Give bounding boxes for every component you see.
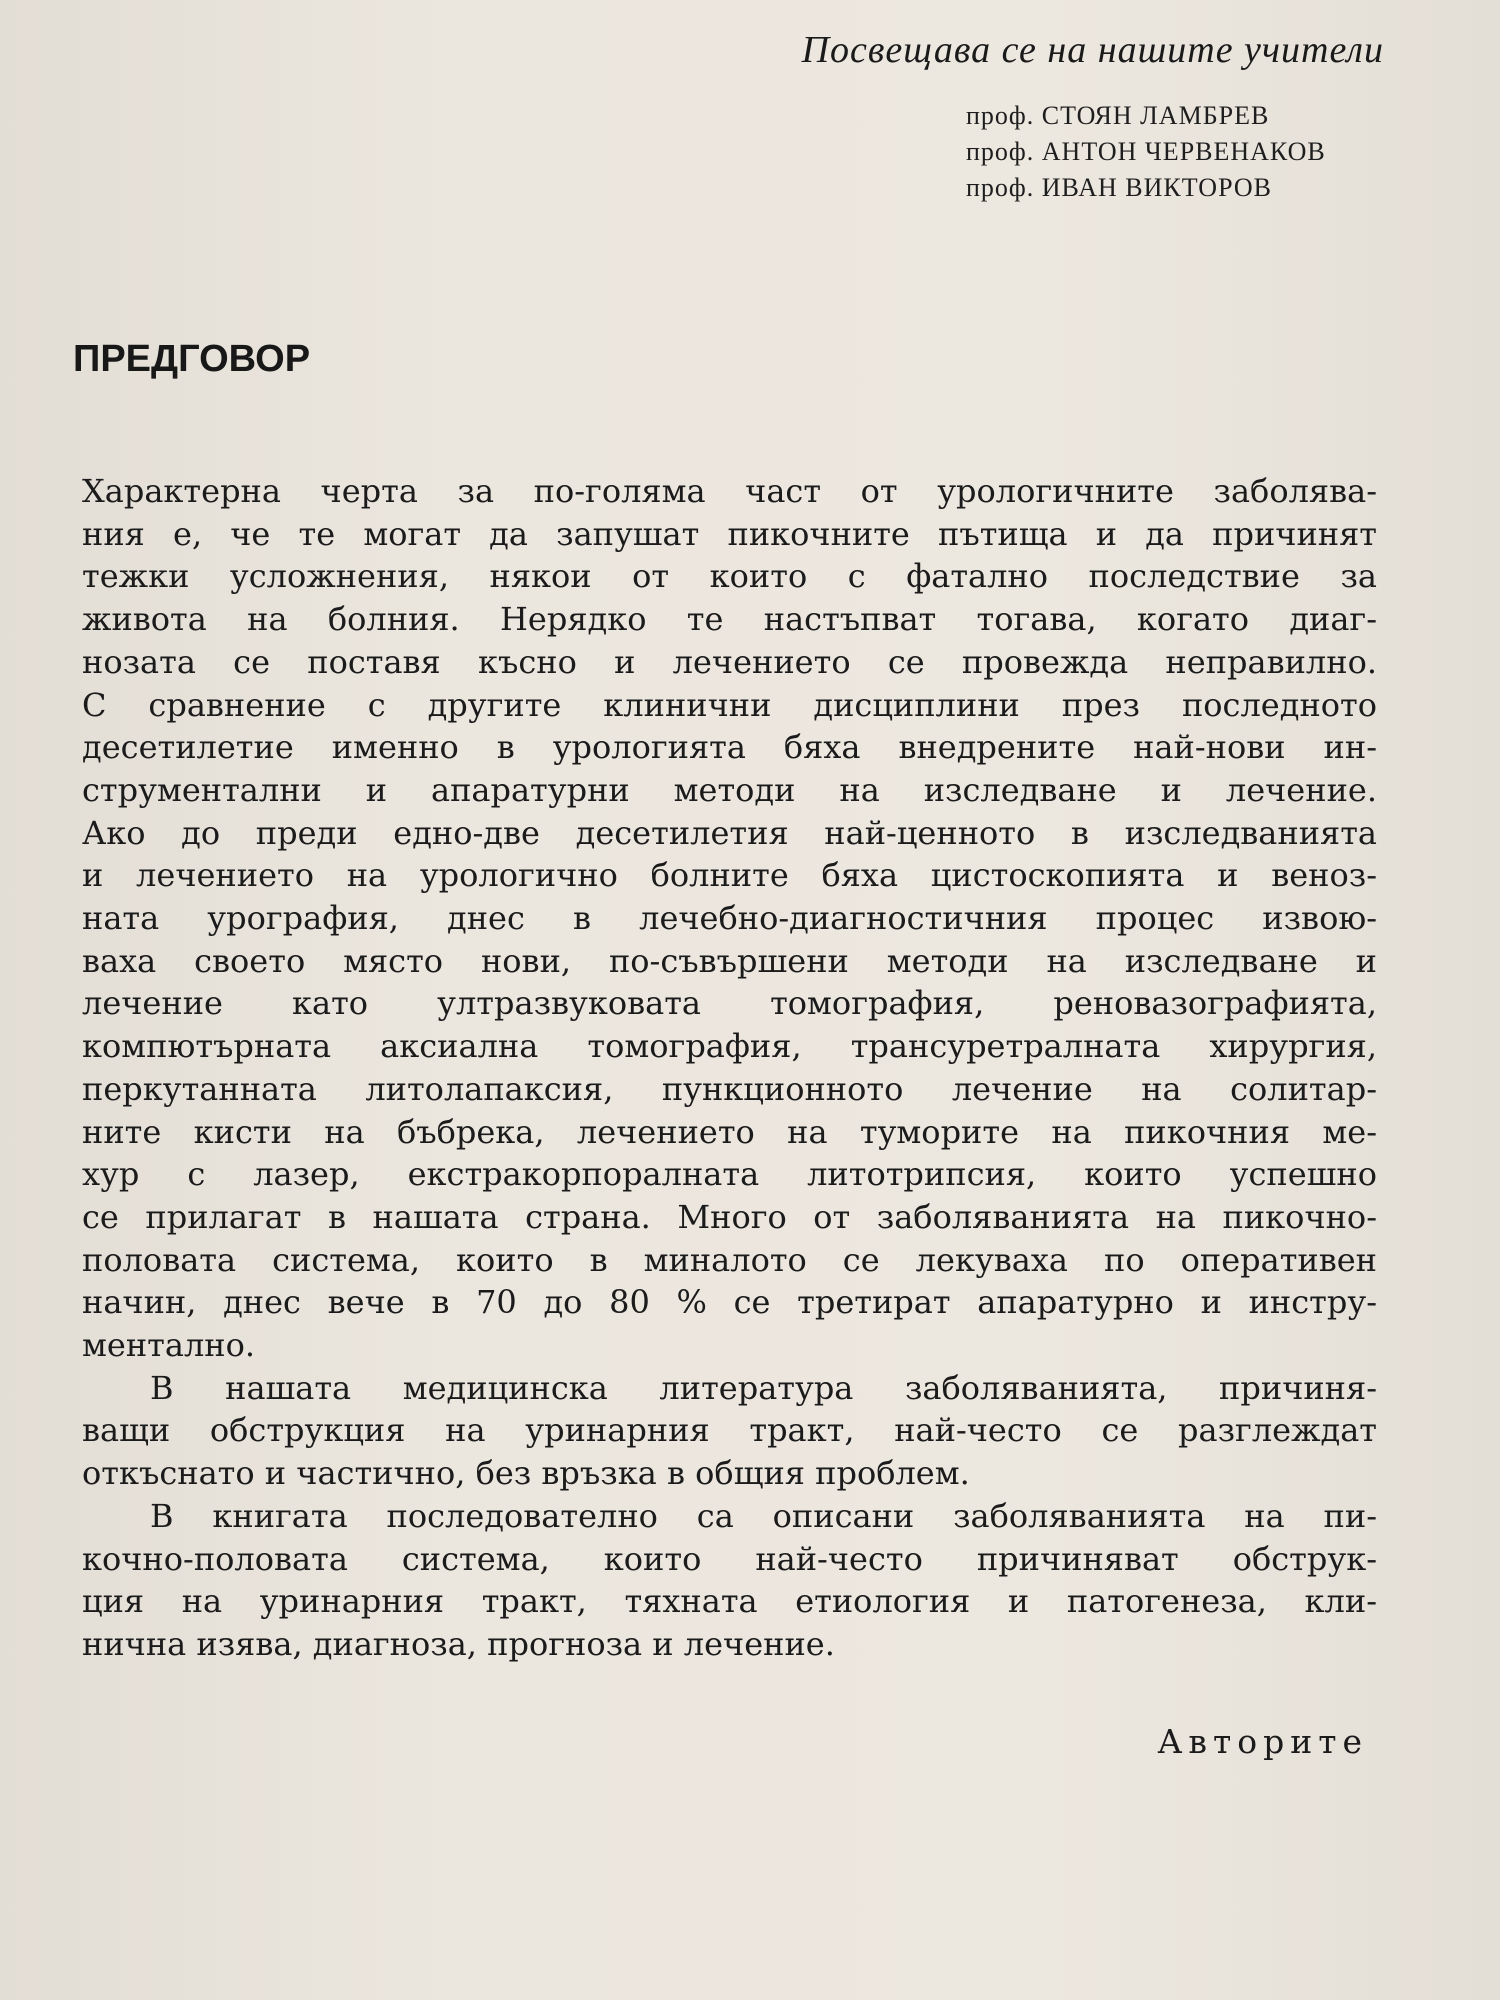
text-line: ция на уринарния тракт, тяхната етиология и патогенеза, кли- (82, 1582, 1377, 1621)
paragraph (82, 1495, 1377, 1666)
preface-body (82, 470, 1377, 1666)
page-title: ПРЕДГОВОР (73, 338, 311, 380)
teacher-entry (966, 134, 1326, 170)
text-line: нична изява, диагноза, прогноза и лечение. (82, 1624, 835, 1663)
teacher-prefix: проф. (966, 137, 1035, 166)
paragraph (82, 470, 1377, 1367)
teacher-name: АНТОН ЧЕРВЕНАКОВ (1041, 137, 1326, 166)
text-line: половата система, които в миналото се лекуваха по оперативен (82, 1240, 1377, 1279)
teacher-entry (966, 98, 1326, 134)
text-line: В книгата последователно са описани заболяванията на пи- (150, 1496, 1377, 1535)
text-line: В нашата медицинска литература заболяванията, причиня- (150, 1368, 1377, 1407)
teacher-prefix: проф. (966, 173, 1035, 202)
paragraph (82, 1367, 1377, 1495)
text-line: ните кисти на бъбрека, лечението на туморите на пикочния ме- (82, 1112, 1377, 1151)
text-line: Ако до преди едно-две десетилетия най-ценното в изследванията (82, 813, 1377, 852)
text-line: и лечението на урологично болните бяха цистоскопията и веноз- (82, 856, 1377, 895)
teacher-prefix: проф. (966, 101, 1035, 130)
signature: Авторите (1157, 1722, 1368, 1761)
text-line: се прилагат в нашата страна. Много от заболяванията на пикочно- (82, 1197, 1377, 1236)
text-line: ващи обструкция на уринарния тракт, най-често се разглеждат (82, 1411, 1377, 1450)
text-line: откъснато и частично, без връзка в общия проблем. (82, 1454, 970, 1493)
text-line: кочно-половата система, които най-често причиняват обструк- (82, 1539, 1377, 1578)
text-line: начин, днес вече в 70 до 80 % се третират апаратурно и инстру- (82, 1283, 1377, 1322)
text-line: ментално. (82, 1326, 256, 1365)
text-line: тежки усложнения, някои от които с фатално последствие за (82, 557, 1377, 596)
text-line: лечение като ултразвуковата томография, реновазографията, (82, 984, 1377, 1023)
text-line: живота на болния. Нерядко те настъпват тогава, когато диаг- (82, 600, 1377, 639)
teachers-list (966, 98, 1326, 206)
teacher-entry (966, 170, 1326, 206)
text-line: нозата се поставя късно и лечението се провежда неправилно. (82, 642, 1377, 681)
text-line: ваха своето място нови, по-съвършени методи на изследване и (82, 941, 1377, 980)
dedication-line: Посвещава се на нашите учители (801, 29, 1384, 71)
teacher-name: ИВАН ВИКТОРОВ (1041, 173, 1272, 202)
text-line: компютърната аксиална томография, трансуретралната хирургия, (82, 1027, 1377, 1066)
text-line: С сравнение с другите клинични дисциплини през последното (82, 685, 1377, 724)
text-line: ния е, че те могат да запушат пикочните пътища и да причинят (82, 514, 1377, 553)
text-line: Характерна черта за по-голяма част от урологичните заболява- (82, 472, 1377, 510)
teacher-name: СТОЯН ЛАМБРЕВ (1041, 101, 1270, 130)
text-line: хур с лазер, екстракорпоралната литотрипсия, които успешно (82, 1155, 1377, 1194)
text-line: струментални и апаратурни методи на изследване и лечение. (82, 770, 1377, 809)
text-line: ната урография, днес в лечебно-диагностичния процес извою- (82, 899, 1377, 938)
text-line: перкутанната литолапаксия, пункционното лечение на солитар- (82, 1069, 1377, 1108)
text-line: десетилетие именно в урологията бяха внедрените най-нови ин- (82, 728, 1377, 767)
